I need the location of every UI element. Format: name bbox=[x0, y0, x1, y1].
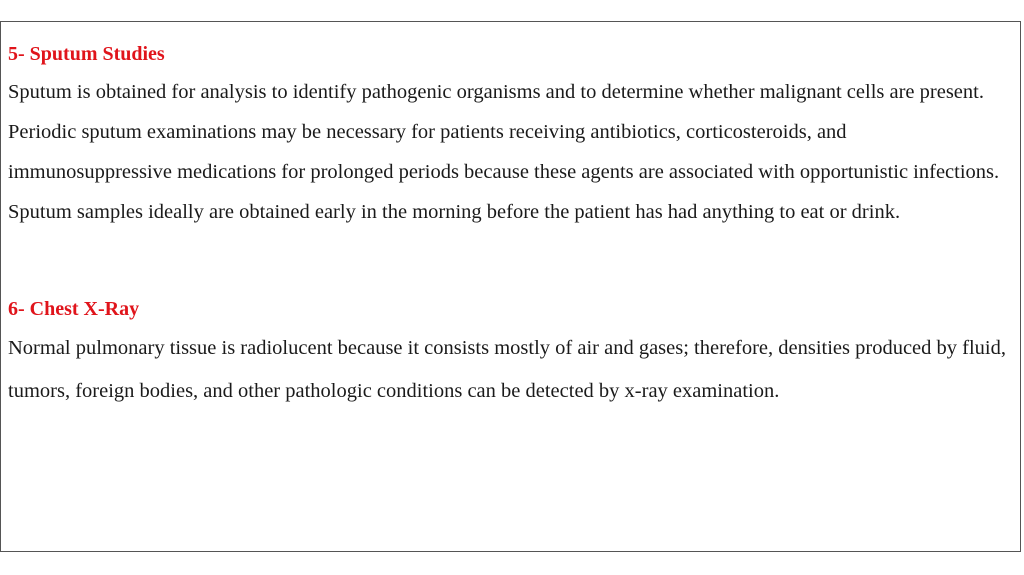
section-heading: 6- Chest X-Ray bbox=[8, 298, 140, 320]
section-body: Normal pulmonary tissue is radiolucent because it consists mostly of air and gases; therefore, densities produced by fluid, tumors, foreign bodies, and other pathologic conditions can be detected by x-ray examination. bbox=[8, 337, 1006, 402]
section-body: Sputum is obtained for analysis to identify pathogenic organisms and to determine whether malignant cells are present. Periodic sputum examinations may be necessary for patients receiving antibiotics, corticosteroids, and immunosuppressive medications for prolonged periods because these agents are associated with opportunistic infections. Sputum samples ideally are obtained early in the morning before the patient has had anything to eat or drink. bbox=[8, 81, 1000, 223]
section-heading: 5- Sputum Studies bbox=[8, 43, 165, 65]
section-sputum-studies bbox=[8, 42, 1010, 232]
section-chest-xray bbox=[8, 297, 1010, 412]
